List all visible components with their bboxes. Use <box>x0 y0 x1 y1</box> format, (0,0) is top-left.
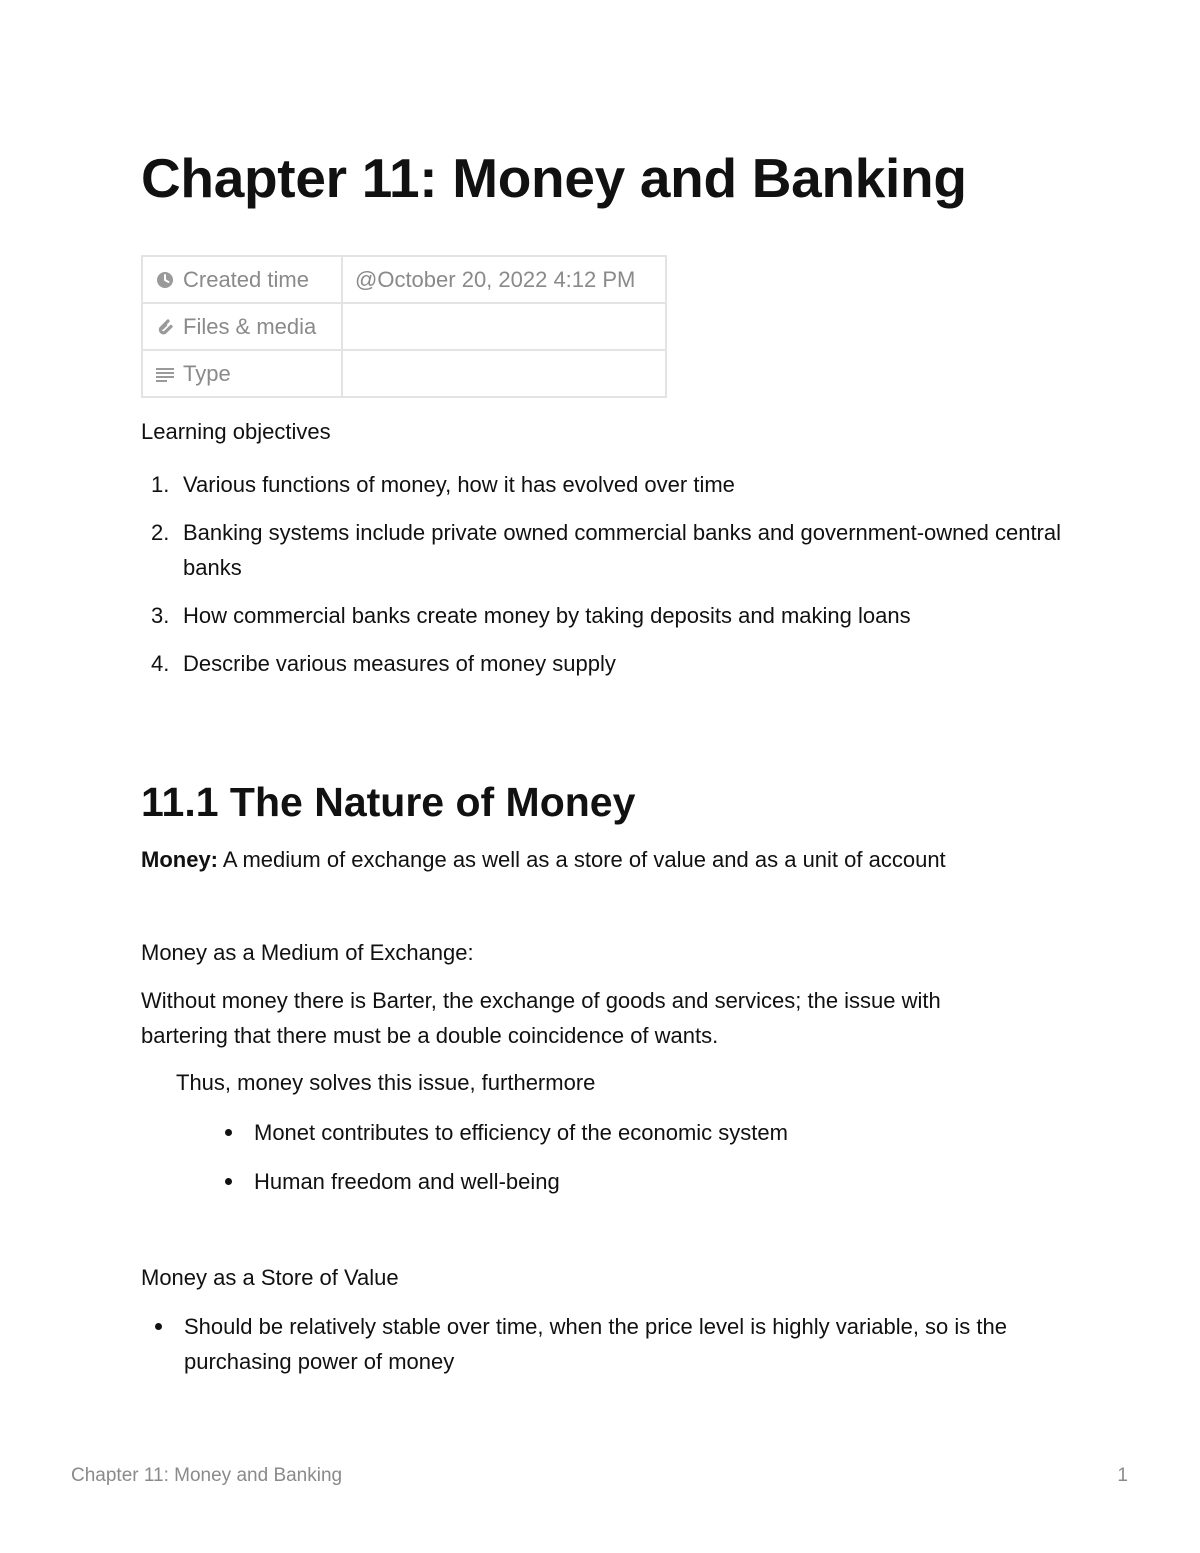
list-number: 4. <box>151 651 170 676</box>
thus-paragraph: Thus, money solves this issue, furthermore <box>176 1070 596 1095</box>
money-definition <box>141 842 1041 877</box>
bullet-icon <box>225 1129 232 1136</box>
list-item <box>141 598 1061 633</box>
list-item <box>141 515 1061 585</box>
page-number: 1 <box>1117 1465 1128 1486</box>
property-value[interactable] <box>342 350 666 397</box>
property-row-created-time <box>142 256 666 303</box>
list-item-text: Various functions of money, how it has evolved over time <box>183 472 735 497</box>
list-item <box>141 467 1061 502</box>
property-key <box>142 350 342 397</box>
property-value[interactable]: @October 20, 2022 4:12 PM <box>342 256 666 303</box>
learning-objectives-heading: Learning objectives <box>141 419 331 444</box>
definition-term: Money: <box>141 847 218 872</box>
list-number: 3. <box>151 603 170 628</box>
list-item <box>224 1164 1084 1199</box>
list-item <box>224 1115 1084 1150</box>
list-item-text: Describe various measures of money supply <box>183 651 616 676</box>
property-row-files-media <box>142 303 666 350</box>
list-item-text: Human freedom and well-being <box>254 1169 560 1194</box>
definition-text: A medium of exchange as well as a store of value and as a unit of account <box>218 847 946 872</box>
list-item-text: Monet contributes to efficiency of the economic system <box>254 1120 788 1145</box>
property-label: Files & media <box>183 313 317 339</box>
list-item-text: Should be relatively stable over time, when the price level is highly variable, so is the purchasing power of money <box>184 1314 1007 1374</box>
barter-paragraph: Without money there is Barter, the exchange of goods and services; the issue with bartering that there must be a double coincidence of wants. <box>141 988 941 1048</box>
paperclip-icon <box>155 317 175 337</box>
bullet-icon <box>155 1323 162 1330</box>
section-heading: 11.1 The Nature of Money <box>141 779 636 825</box>
bullet-icon <box>225 1178 232 1185</box>
medium-of-exchange-heading: Money as a Medium of Exchange: <box>141 940 474 965</box>
list-item <box>154 1309 1034 1379</box>
list-item <box>141 646 1061 681</box>
thus-bullet-list <box>224 1115 1084 1213</box>
store-bullet-list <box>154 1309 1034 1393</box>
list-item-text: How commercial banks create money by taking deposits and making loans <box>183 603 911 628</box>
footer-title: Chapter 11: Money and Banking <box>71 1465 343 1486</box>
text-lines-icon <box>155 364 175 384</box>
clock-icon <box>155 270 175 290</box>
property-key <box>142 303 342 350</box>
learning-objectives-list <box>141 467 1061 694</box>
property-label: Created time <box>183 266 309 292</box>
property-value[interactable] <box>342 303 666 350</box>
property-label: Type <box>183 360 231 386</box>
property-row-type <box>142 350 666 397</box>
property-key <box>142 256 342 303</box>
page-title: Chapter 11: Money and Banking <box>141 147 967 209</box>
list-number: 2. <box>151 520 170 545</box>
list-item-text: Banking systems include private owned commercial banks and government-owned central banks <box>183 520 1062 580</box>
properties-table <box>141 255 667 398</box>
store-of-value-heading: Money as a Store of Value <box>141 1265 399 1290</box>
list-number: 1. <box>151 472 170 497</box>
